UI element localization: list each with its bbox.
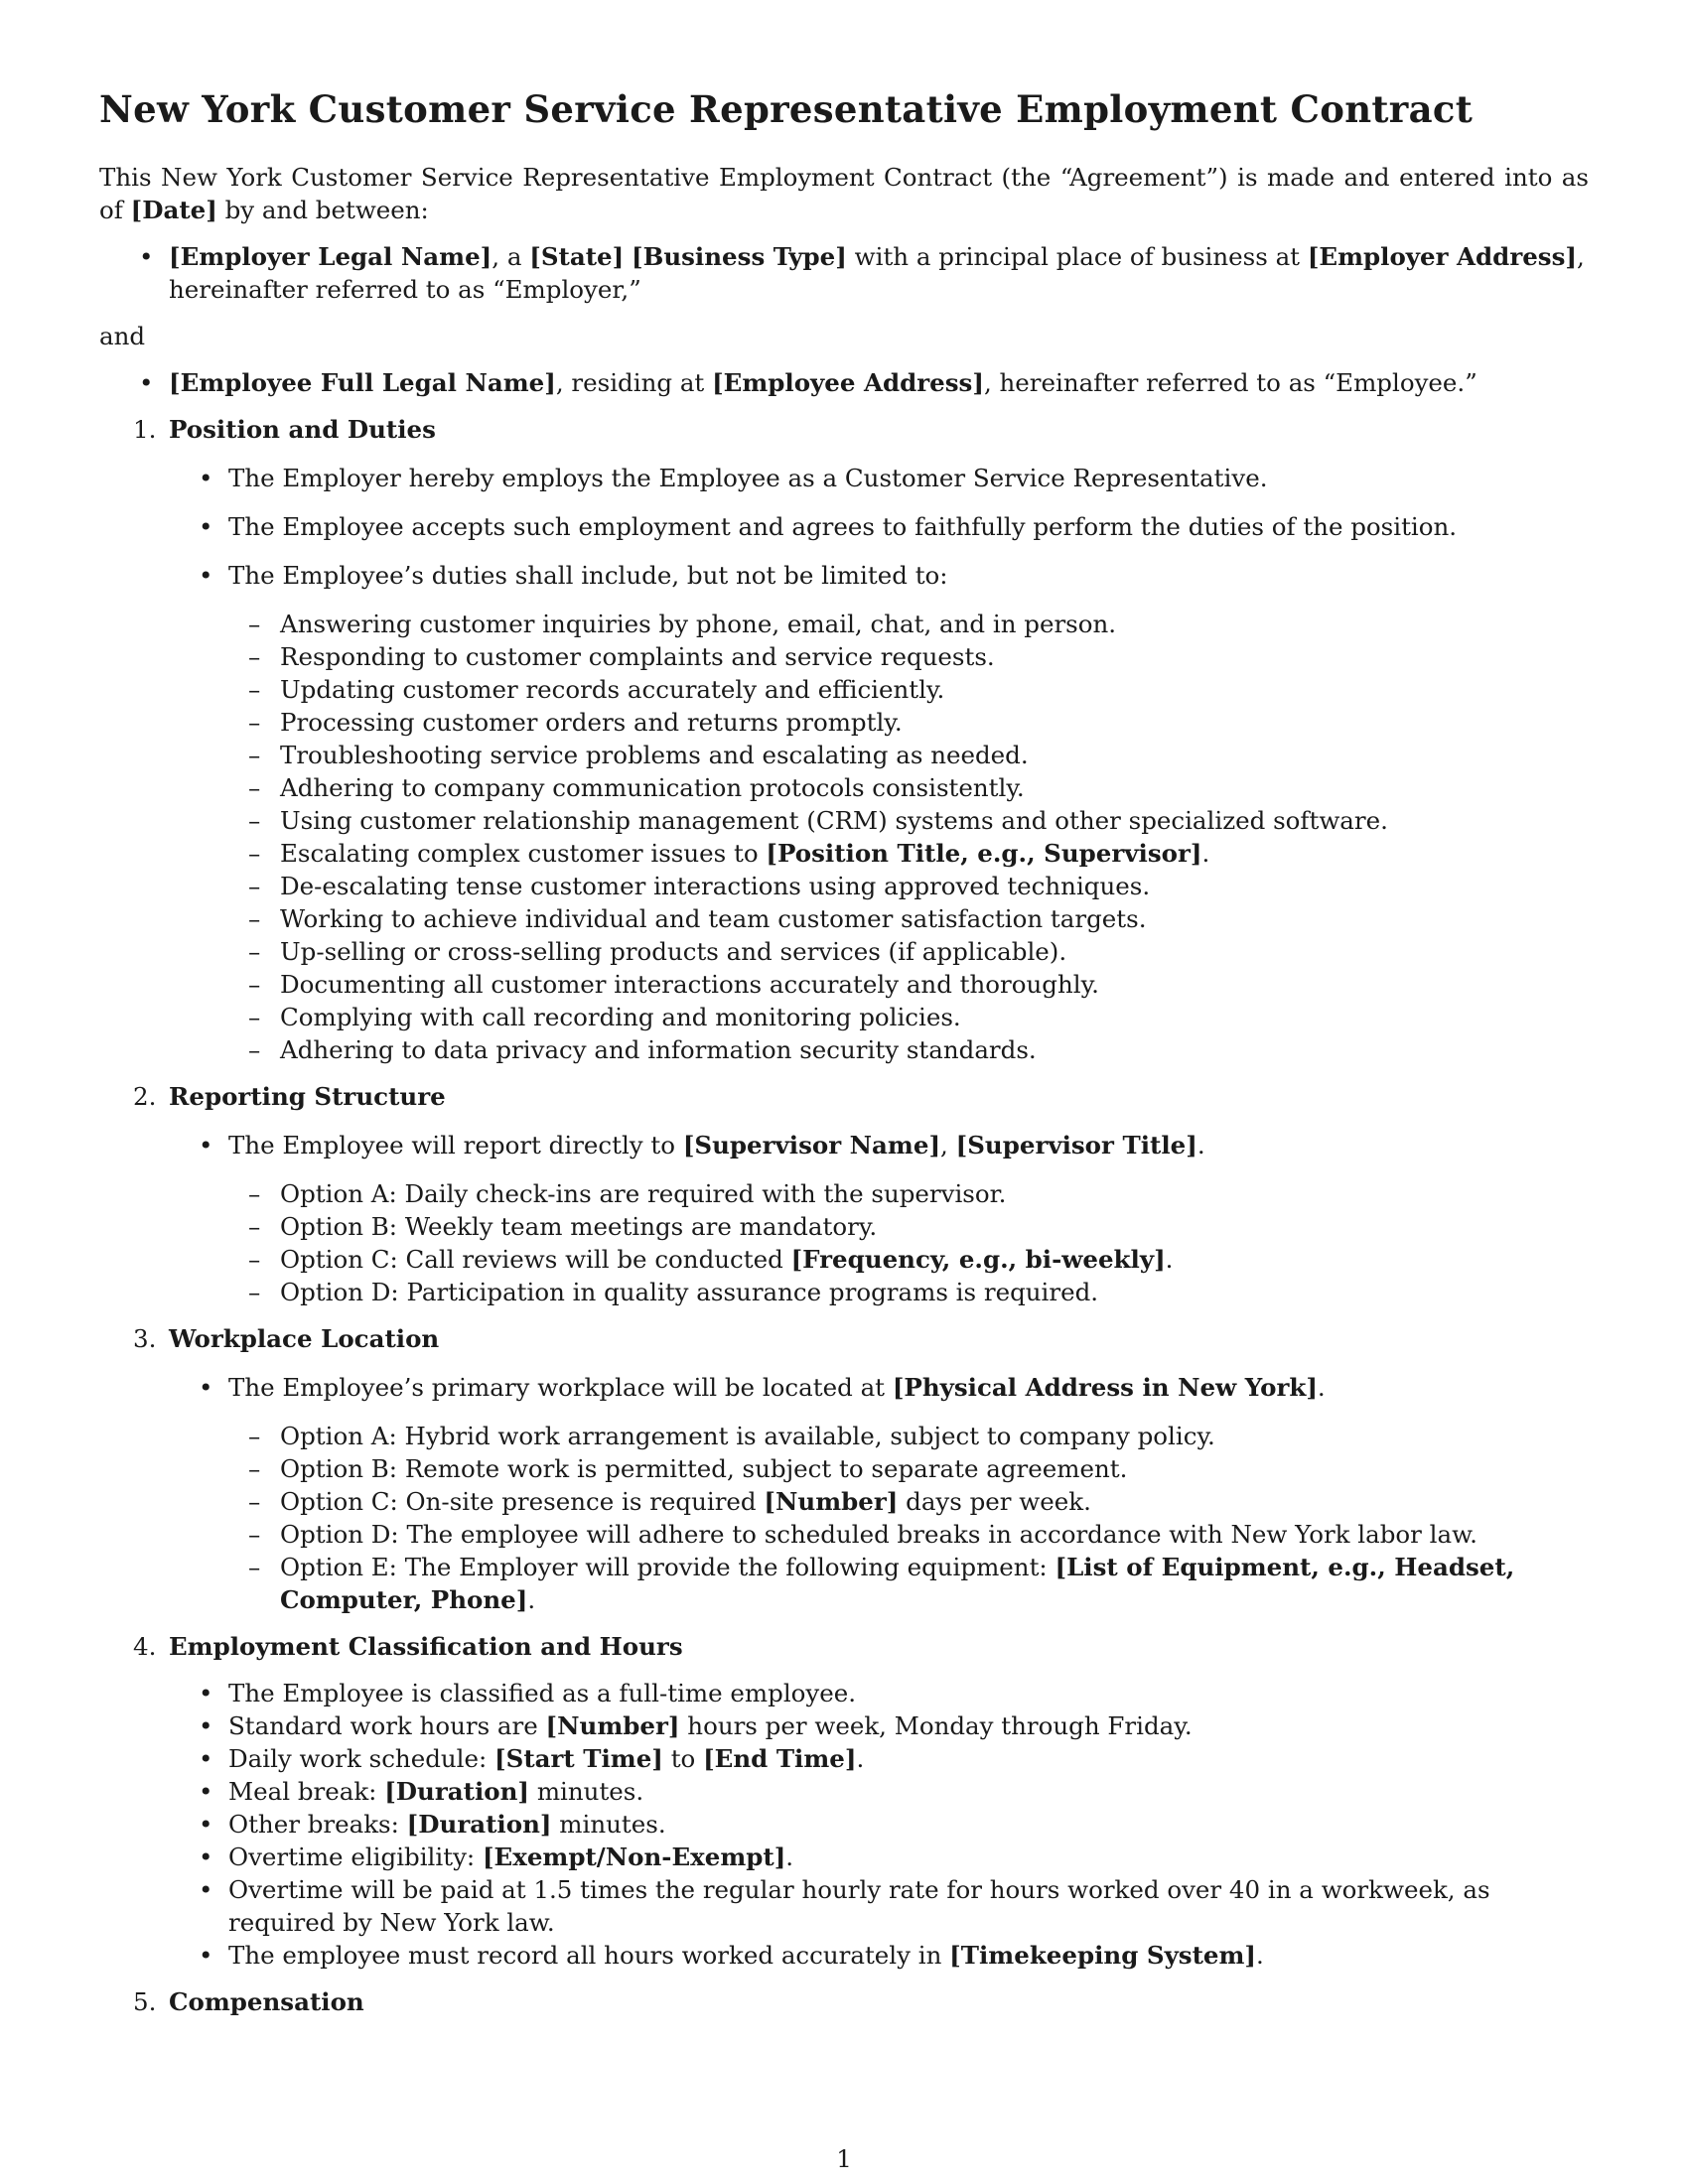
equipment-placeholder: [List of Equipment, e.g., Headset, Computer, Phone] [280, 1553, 1515, 1614]
option-item [99, 1243, 1589, 1276]
text: , a [492, 242, 530, 271]
intro-text-end: by and between: [216, 196, 429, 224]
duration-placeholder: [Duration] [406, 1810, 552, 1839]
list-item: • Overtime will be paid at 1.5 times the regular hourly rate for hours worked over 40 in a workweek, as required by New York law. [99, 1873, 1589, 1939]
section-title: Reporting Structure [169, 1082, 446, 1111]
list-item [99, 1742, 1589, 1775]
section-compensation [99, 1985, 1589, 2018]
hours-list [99, 1677, 1589, 1972]
duties-list [99, 608, 1589, 1066]
supervisor-title-placeholder: [Supervisor Title] [955, 1131, 1197, 1160]
section-number: 5. [133, 1987, 157, 2016]
text: . [527, 1585, 536, 1614]
text: Overtime eligibility: [228, 1843, 483, 1871]
list-item: • The Employee’s duties shall include, but not be limited to: [99, 559, 1589, 592]
position-title-placeholder: [Position Title, e.g., Supervisor] [766, 839, 1202, 868]
section-workplace-location [99, 1322, 1589, 1616]
text: hours per week, Monday through Friday. [679, 1711, 1193, 1740]
intro-paragraph [99, 161, 1589, 226]
section-heading [99, 1322, 1589, 1355]
duty-item: – Using customer relationship management (CRM) systems and other specialized software. [99, 804, 1589, 837]
option-item: – Option D: The employee will adhere to scheduled breaks in accordance with New York labor law. [99, 1518, 1589, 1551]
section-classification-hours [99, 1630, 1589, 1972]
duty-item: – De-escalating tense customer interactions using approved techniques. [99, 870, 1589, 902]
duty-item [99, 837, 1589, 870]
workplace-options [99, 1420, 1589, 1616]
state-placeholder: [State] [529, 242, 625, 271]
option-item [99, 1551, 1589, 1616]
section-bullets [99, 1371, 1589, 1404]
reporting-options [99, 1177, 1589, 1308]
text: Option C: Call reviews will be conducted [280, 1245, 791, 1274]
section-number: 1. [133, 415, 157, 444]
section-title: Compensation [169, 1987, 364, 2016]
text: with a principal place of business at [846, 242, 1308, 271]
list-item: • The Employer hereby employs the Employee as a Customer Service Representative. [99, 462, 1589, 494]
list-item [99, 1709, 1589, 1742]
duty-item: – Updating customer records accurately and efficiently. [99, 673, 1589, 706]
text: . [856, 1744, 865, 1773]
document-title: New York Customer Service Representative Employment Contract [99, 87, 1474, 131]
number-placeholder: [Number] [545, 1711, 680, 1740]
document-page [99, 87, 1589, 2018]
section-heading [99, 1630, 1589, 1663]
exempt-placeholder: [Exempt/Non-Exempt] [482, 1843, 786, 1871]
list-item [99, 1129, 1589, 1161]
physical-address-placeholder: [Physical Address in New York] [892, 1373, 1318, 1402]
list-item [99, 1775, 1589, 1808]
duty-item: – Adhering to data privacy and information security standards. [99, 1033, 1589, 1066]
employer-address-placeholder: [Employer Address] [1307, 242, 1577, 271]
list-item [99, 1841, 1589, 1873]
text: The Employee will report directly to [228, 1131, 683, 1160]
section-heading [99, 1985, 1589, 2018]
duty-item: – Complying with call recording and monitoring policies. [99, 1001, 1589, 1033]
option-item: – Option A: Daily check-ins are required with the supervisor. [99, 1177, 1589, 1210]
text: minutes. [529, 1777, 644, 1806]
text: . [1165, 1245, 1174, 1274]
end-time-placeholder: [End Time] [703, 1744, 857, 1773]
frequency-placeholder: [Frequency, e.g., bi-weekly] [790, 1245, 1166, 1274]
text [624, 242, 632, 271]
employee-address-placeholder: [Employee Address] [712, 368, 984, 397]
list-item: • The Employee accepts such employment and agrees to faithfully perform the duties of the position. [99, 510, 1589, 543]
duty-item: – Responding to customer complaints and service requests. [99, 640, 1589, 673]
employer-name-placeholder: [Employer Legal Name] [169, 242, 492, 271]
section-number: 2. [133, 1082, 157, 1111]
employee-party [99, 366, 1589, 399]
employee-name-placeholder: [Employee Full Legal Name] [169, 368, 556, 397]
supervisor-name-placeholder: [Supervisor Name] [682, 1131, 941, 1160]
text: The employee must record all hours worked accurately in [228, 1941, 950, 1970]
section-heading [99, 1080, 1589, 1113]
text: Escalating complex customer issues to [280, 839, 767, 868]
duty-item: – Up-selling or cross-selling products and services (if applicable). [99, 935, 1589, 968]
text: Option E: The Employer will provide the following equipment: [280, 1553, 1055, 1581]
text: minutes. [551, 1810, 666, 1839]
duty-item: – Documenting all customer interactions accurately and thoroughly. [99, 968, 1589, 1001]
section-bullets [99, 1129, 1589, 1161]
text: days per week. [898, 1487, 1091, 1516]
duration-placeholder: [Duration] [384, 1777, 530, 1806]
and-text: and [99, 322, 146, 350]
duty-item: – Adhering to company communication protocols consistently. [99, 771, 1589, 804]
business-type-placeholder: [Business Type] [632, 242, 847, 271]
text: , hereinafter referred to as “Employer,” [169, 242, 1585, 304]
page-number: 1 [836, 2144, 852, 2173]
section-title: Workplace Location [169, 1324, 440, 1353]
text: Daily work schedule: [228, 1744, 495, 1773]
text: Other breaks: [228, 1810, 407, 1839]
text: The Employee’s primary workplace will be located at [228, 1373, 893, 1402]
text: , residing at [555, 368, 713, 397]
duty-item: – Answering customer inquiries by phone, email, chat, and in person. [99, 608, 1589, 640]
duty-item: – Processing customer orders and returns promptly. [99, 706, 1589, 739]
option-item: – Option B: Weekly team meetings are mandatory. [99, 1210, 1589, 1243]
text: . [1201, 839, 1210, 868]
option-item: – Option A: Hybrid work arrangement is available, subject to company policy. [99, 1420, 1589, 1452]
section-title: Employment Classification and Hours [169, 1632, 683, 1661]
section-heading [99, 413, 1589, 446]
text: . [1317, 1373, 1326, 1402]
text: to [662, 1744, 704, 1773]
timekeeping-placeholder: [Timekeeping System] [949, 1941, 1257, 1970]
list-item [99, 1939, 1589, 1972]
start-time-placeholder: [Start Time] [494, 1744, 663, 1773]
list-item [99, 1808, 1589, 1841]
text: . [785, 1843, 794, 1871]
text: . [1196, 1131, 1205, 1160]
section-reporting-structure [99, 1080, 1589, 1308]
duty-item: – Troubleshooting service problems and escalating as needed. [99, 739, 1589, 771]
section-bullets [99, 462, 1589, 592]
text: Standard work hours are [228, 1711, 546, 1740]
number-placeholder: [Number] [764, 1487, 899, 1516]
employer-party [99, 240, 1589, 306]
date-placeholder: [Date] [130, 196, 217, 224]
text: . [1256, 1941, 1264, 1970]
employee-item [99, 366, 1589, 399]
option-item: – Option B: Remote work is permitted, subject to separate agreement. [99, 1452, 1589, 1485]
section-title: Position and Duties [169, 415, 436, 444]
text: Meal break: [228, 1777, 385, 1806]
section-position-duties [99, 413, 1589, 1066]
text: , [940, 1131, 956, 1160]
section-number: 3. [133, 1324, 157, 1353]
duty-item: – Working to achieve individual and team customer satisfaction targets. [99, 902, 1589, 935]
list-item: • The Employee is classified as a full-time employee. [99, 1677, 1589, 1709]
text: Option C: On-site presence is required [280, 1487, 765, 1516]
option-item: – Option D: Participation in quality assurance programs is required. [99, 1276, 1589, 1308]
text: , hereinafter referred to as “Employee.” [983, 368, 1477, 397]
section-number: 4. [133, 1632, 157, 1661]
employer-item [99, 240, 1589, 306]
intro-text: This New York Customer Service Representative Employment Contract (the “Agreement”) is made and entered into as of [99, 163, 1589, 224]
list-item [99, 1371, 1589, 1404]
option-item [99, 1485, 1589, 1518]
